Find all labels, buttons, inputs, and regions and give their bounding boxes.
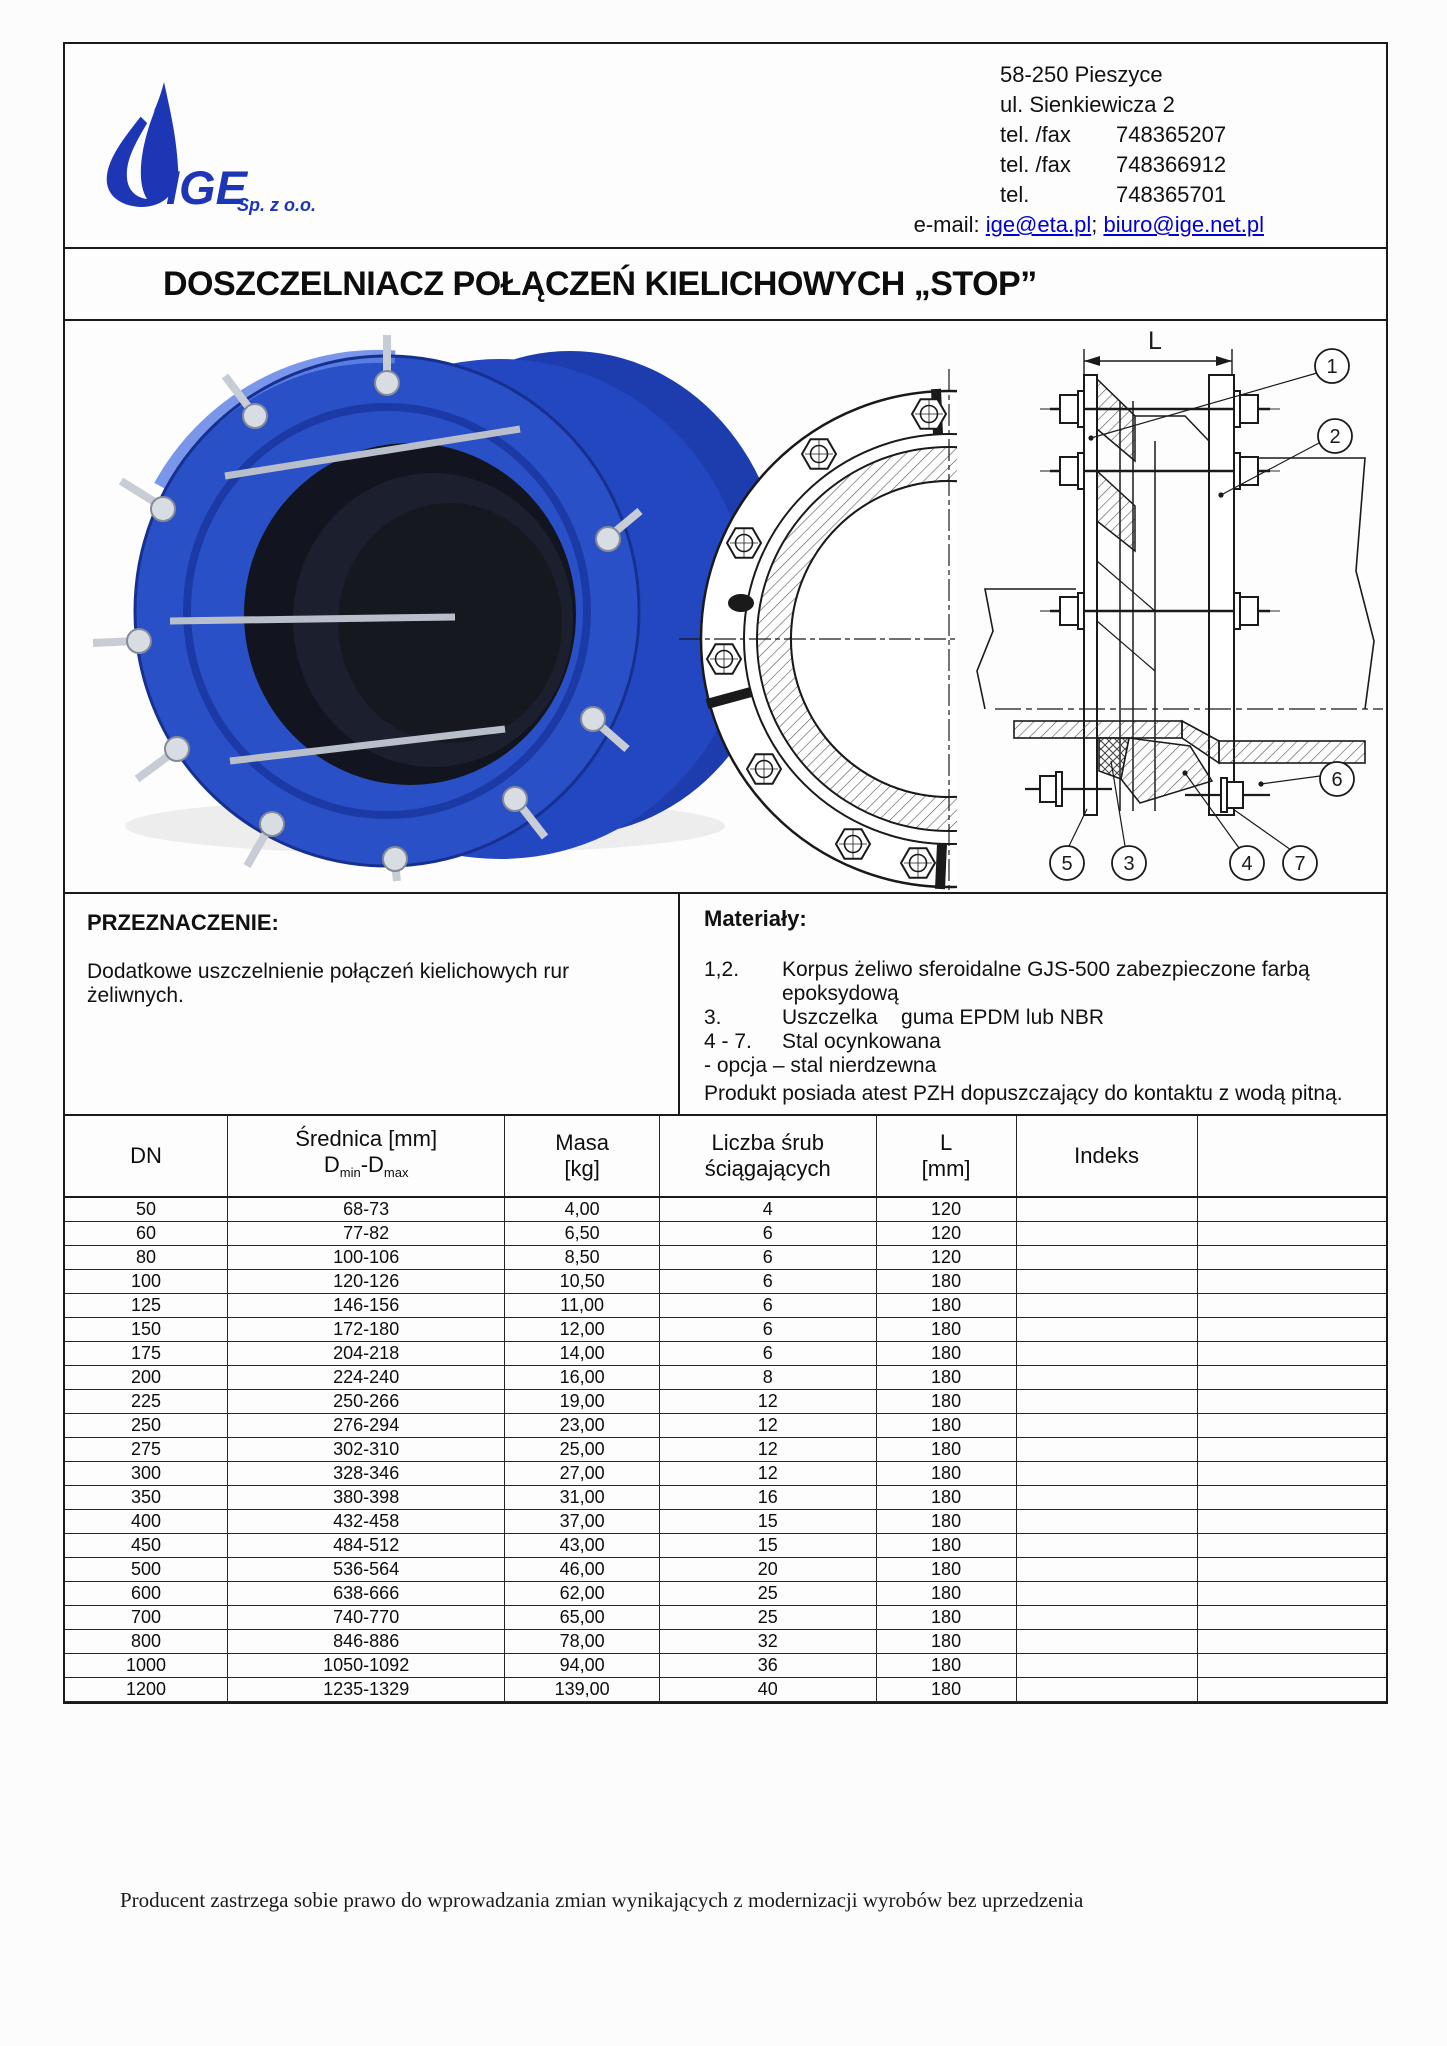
phone-label: tel. /fax	[1000, 122, 1071, 147]
table-cell	[1016, 1653, 1197, 1677]
table-cell: 12	[659, 1437, 876, 1461]
table-cell: 638-666	[227, 1581, 504, 1605]
table-row	[65, 1317, 1386, 1341]
table-body	[65, 1197, 1386, 1701]
table-row	[65, 1509, 1386, 1533]
page-title: DOSZCZELNIACZ POŁĄCZEŃ KIELICHOWYCH „STOP”	[163, 264, 1037, 303]
info-section	[65, 892, 1386, 1114]
svg-text:7: 7	[1294, 853, 1306, 875]
table-cell: 180	[876, 1629, 1016, 1653]
col-header-dn: DN	[65, 1115, 227, 1197]
table-row	[65, 1485, 1386, 1509]
callout-3	[1112, 846, 1146, 880]
email-link-secondary[interactable]: biuro@ige.net.pl	[1103, 212, 1264, 237]
table-cell: 432-458	[227, 1509, 504, 1533]
table-cell: 1200	[65, 1677, 227, 1701]
table-cell: 276-294	[227, 1413, 504, 1437]
table-cell: 11,00	[505, 1293, 660, 1317]
table-cell: 180	[876, 1317, 1016, 1341]
callout-2	[1318, 419, 1352, 453]
water-drop-logo-icon	[102, 80, 388, 216]
material-item-text: Stal ocynkowana	[782, 1030, 941, 1053]
table-cell: 180	[876, 1557, 1016, 1581]
materials-heading: Materiały:	[704, 906, 807, 931]
table-cell: 15	[659, 1509, 876, 1533]
table-cell	[1016, 1245, 1197, 1269]
col-header-indeks: Indeks	[1016, 1115, 1197, 1197]
col-header-srednica: Średnica [mm] $D_{min}-D_{max}$	[227, 1115, 504, 1197]
table-cell: 100-106	[227, 1245, 504, 1269]
table-cell	[1197, 1365, 1386, 1389]
table-cell: 450	[65, 1533, 227, 1557]
table-cell: 25	[659, 1581, 876, 1605]
material-item	[704, 958, 1362, 1006]
table-cell: 4,00	[505, 1197, 660, 1221]
table-cell: 25,00	[505, 1437, 660, 1461]
table-cell: 6	[659, 1317, 876, 1341]
table-cell	[1197, 1629, 1386, 1653]
table-cell: 12	[659, 1413, 876, 1437]
table-cell: 500	[65, 1557, 227, 1581]
phone-number: 748366912	[1116, 152, 1227, 177]
table-cell	[1016, 1197, 1197, 1221]
table-cell: 180	[876, 1437, 1016, 1461]
svg-text:4: 4	[1241, 853, 1253, 875]
table-cell: 200	[65, 1365, 227, 1389]
table-cell: 180	[876, 1293, 1016, 1317]
product-photo	[93, 335, 785, 881]
phone-label: tel. /fax	[1000, 152, 1071, 177]
table-cell: 180	[876, 1653, 1016, 1677]
table-cell	[1016, 1365, 1197, 1389]
col-header-l: L [mm]	[876, 1115, 1016, 1197]
table-cell	[1016, 1605, 1197, 1629]
table-cell: 6	[659, 1341, 876, 1365]
logo-suffix-text: Sp. z o.o.	[237, 195, 316, 215]
table-cell: 16,00	[505, 1365, 660, 1389]
table-row	[65, 1413, 1386, 1437]
table-cell: 15	[659, 1533, 876, 1557]
table-cell	[1197, 1557, 1386, 1581]
table-cell: 484-512	[227, 1533, 504, 1557]
table-cell: 400	[65, 1509, 227, 1533]
table-cell: 180	[876, 1605, 1016, 1629]
table-cell	[1016, 1269, 1197, 1293]
table-cell	[1016, 1581, 1197, 1605]
callout-4	[1230, 846, 1264, 880]
table-row	[65, 1269, 1386, 1293]
table-cell	[1197, 1413, 1386, 1437]
table-cell	[1016, 1461, 1197, 1485]
table-cell	[1016, 1677, 1197, 1701]
table-cell: 32	[659, 1629, 876, 1653]
table-cell	[1016, 1557, 1197, 1581]
table-cell: 180	[876, 1485, 1016, 1509]
table-cell: 8	[659, 1365, 876, 1389]
table-cell: 120-126	[227, 1269, 504, 1293]
material-item-text: Korpus żeliwo sferoidalne GJS-500 zabezpieczone farbą epoksydową	[782, 958, 1316, 1005]
phone-number: 748365207	[1116, 122, 1227, 147]
table-cell: 380-398	[227, 1485, 504, 1509]
table-cell: 180	[876, 1509, 1016, 1533]
table-cell	[1197, 1533, 1386, 1557]
table-cell	[1197, 1317, 1386, 1341]
table-cell	[1016, 1317, 1197, 1341]
callout-6	[1320, 762, 1354, 796]
table-cell: 180	[876, 1581, 1016, 1605]
table-cell: 43,00	[505, 1533, 660, 1557]
table-cell: 172-180	[227, 1317, 504, 1341]
material-option-line: - opcja – stal nierdzewna	[704, 1054, 937, 1077]
table-cell: 27,00	[505, 1461, 660, 1485]
table-cell: 139,00	[505, 1677, 660, 1701]
phone-row	[1000, 150, 1268, 180]
table-cell: 68-73	[227, 1197, 504, 1221]
table-row	[65, 1461, 1386, 1485]
phone-row	[1000, 180, 1268, 210]
table-cell: 150	[65, 1317, 227, 1341]
header	[65, 44, 1386, 247]
table-cell	[1016, 1533, 1197, 1557]
table-cell: 23,00	[505, 1413, 660, 1437]
table-row	[65, 1389, 1386, 1413]
table-cell: 10,50	[505, 1269, 660, 1293]
table-cell: 6	[659, 1245, 876, 1269]
svg-text:5: 5	[1061, 853, 1073, 875]
table-cell: 328-346	[227, 1461, 504, 1485]
table-cell: 120	[876, 1245, 1016, 1269]
col-header-liczba-srub: Liczba śrub ściągających	[659, 1115, 876, 1197]
table-cell: 350	[65, 1485, 227, 1509]
spec-table	[65, 1114, 1386, 1702]
table-cell: 180	[876, 1461, 1016, 1485]
table-cell	[1016, 1293, 1197, 1317]
footer-disclaimer: Producent zastrzega sobie prawo do wprowadzania zmian wynikających z modernizacji wyrobów bez uprzedzenia	[120, 1888, 1084, 1912]
table-cell: 180	[876, 1677, 1016, 1701]
table-cell: 180	[876, 1341, 1016, 1365]
svg-text:3: 3	[1123, 853, 1135, 875]
table-cell: 225	[65, 1389, 227, 1413]
email-separator: ;	[1091, 212, 1104, 237]
title-bar	[65, 247, 1386, 319]
document-frame	[63, 42, 1388, 1704]
table-cell	[1197, 1653, 1386, 1677]
section-view-drawing	[977, 327, 1383, 880]
table-cell: 700	[65, 1605, 227, 1629]
table-cell: 40	[659, 1677, 876, 1701]
table-cell	[1016, 1629, 1197, 1653]
table-cell	[1197, 1461, 1386, 1485]
table-row	[65, 1245, 1386, 1269]
table-cell	[1197, 1221, 1386, 1245]
table-cell	[1016, 1509, 1197, 1533]
table-cell	[1197, 1581, 1386, 1605]
table-cell: 146-156	[227, 1293, 504, 1317]
table-cell: 12,00	[505, 1317, 660, 1341]
table-cell: 600	[65, 1581, 227, 1605]
company-logo	[102, 80, 388, 221]
table-cell: 300	[65, 1461, 227, 1485]
table-row	[65, 1365, 1386, 1389]
purpose-heading: PRZEZNACZENIE:	[87, 910, 279, 935]
table-cell: 6	[659, 1269, 876, 1293]
table-cell: 8,50	[505, 1245, 660, 1269]
material-item-number: 1,2.	[704, 958, 740, 981]
table-cell	[1016, 1485, 1197, 1509]
table-row	[65, 1605, 1386, 1629]
material-item-number: 3.	[704, 1006, 722, 1029]
table-cell: 120	[876, 1221, 1016, 1245]
address-line-city: 58-250 Pieszyce	[1000, 62, 1163, 87]
table-cell: 224-240	[227, 1365, 504, 1389]
table-cell	[1197, 1485, 1386, 1509]
svg-text:1: 1	[1326, 356, 1338, 378]
table-cell: 60	[65, 1221, 227, 1245]
email-line	[914, 212, 1264, 238]
table-row	[65, 1293, 1386, 1317]
table-cell: 36	[659, 1653, 876, 1677]
table-cell: 65,00	[505, 1605, 660, 1629]
table-cell: 6	[659, 1293, 876, 1317]
drawing-panel	[65, 319, 1386, 892]
table-cell: 250	[65, 1413, 227, 1437]
table-cell: 302-310	[227, 1437, 504, 1461]
table-cell: 12	[659, 1461, 876, 1485]
table-cell: 50	[65, 1197, 227, 1221]
table-cell	[1197, 1389, 1386, 1413]
callout-1	[1315, 349, 1349, 383]
materials-panel	[680, 894, 1386, 1114]
table-row	[65, 1581, 1386, 1605]
material-item	[704, 1030, 1362, 1054]
table-cell: 100	[65, 1269, 227, 1293]
table-cell: 6,50	[505, 1221, 660, 1245]
table-cell: 180	[876, 1413, 1016, 1437]
table-cell: 20	[659, 1557, 876, 1581]
material-item	[704, 1006, 1362, 1030]
table-cell	[1197, 1677, 1386, 1701]
table-row	[65, 1197, 1386, 1221]
address-block	[1000, 60, 1268, 210]
callout-7	[1283, 846, 1317, 880]
table-cell: 12	[659, 1389, 876, 1413]
logo-brand-text: IGE	[166, 161, 247, 214]
col-header-masa: Masa [kg]	[505, 1115, 660, 1197]
table-cell: 78,00	[505, 1629, 660, 1653]
table-cell: 125	[65, 1293, 227, 1317]
section-studs	[1040, 391, 1280, 629]
table-cell	[1197, 1245, 1386, 1269]
table-cell: 1000	[65, 1653, 227, 1677]
table-cell: 204-218	[227, 1341, 504, 1365]
phone-label: tel.	[1000, 182, 1030, 207]
table-row	[65, 1677, 1386, 1701]
table-cell	[1197, 1293, 1386, 1317]
callout-5	[1050, 846, 1084, 880]
table-cell: 250-266	[227, 1389, 504, 1413]
table-cell: 120	[876, 1197, 1016, 1221]
table-cell	[1197, 1197, 1386, 1221]
table-cell	[1197, 1269, 1386, 1293]
table-cell	[1197, 1437, 1386, 1461]
technical-drawing	[65, 321, 1386, 894]
material-item-number: 4 - 7.	[704, 1030, 752, 1053]
table-cell: 94,00	[505, 1653, 660, 1677]
col-header-extra	[1197, 1115, 1386, 1197]
table-cell: 1235-1329	[227, 1677, 504, 1701]
table-cell: 275	[65, 1437, 227, 1461]
table-cell	[1016, 1221, 1197, 1245]
svg-text:6: 6	[1331, 769, 1343, 791]
phone-row	[1000, 120, 1268, 150]
table-row	[65, 1653, 1386, 1677]
table-row	[65, 1629, 1386, 1653]
material-item-text: Uszczelka guma EPDM lub NBR	[782, 1006, 1105, 1029]
table-row	[65, 1221, 1386, 1245]
table-cell	[1016, 1389, 1197, 1413]
table-cell: 180	[876, 1365, 1016, 1389]
materials-list	[704, 958, 1362, 1078]
table-cell	[1197, 1605, 1386, 1629]
table-row	[65, 1557, 1386, 1581]
table-cell: 800	[65, 1629, 227, 1653]
table-cell: 16	[659, 1485, 876, 1509]
table-cell: 180	[876, 1389, 1016, 1413]
table-cell: 37,00	[505, 1509, 660, 1533]
svg-text:2: 2	[1329, 426, 1341, 448]
purpose-text: Dodatkowe uszczelnienie połączeń kielichowych rur żeliwnych.	[87, 960, 570, 1007]
table-cell	[1197, 1341, 1386, 1365]
table-cell: 19,00	[505, 1389, 660, 1413]
table-cell: 77-82	[227, 1221, 504, 1245]
table-cell	[1016, 1341, 1197, 1365]
table-cell	[1197, 1509, 1386, 1533]
table-cell: 175	[65, 1341, 227, 1365]
table-row	[65, 1533, 1386, 1557]
table-cell: 536-564	[227, 1557, 504, 1581]
table-row	[65, 1437, 1386, 1461]
table-cell: 80	[65, 1245, 227, 1269]
table-cell: 6	[659, 1221, 876, 1245]
table-cell: 4	[659, 1197, 876, 1221]
email-label: e-mail:	[913, 212, 986, 237]
table-cell: 1050-1092	[227, 1653, 504, 1677]
table-header-row	[65, 1115, 1386, 1197]
purpose-panel	[65, 894, 680, 1114]
email-link-primary[interactable]: ige@eta.pl	[985, 212, 1092, 237]
table-cell: 62,00	[505, 1581, 660, 1605]
table-cell: 14,00	[505, 1341, 660, 1365]
phone-number: 748365701	[1116, 182, 1227, 207]
table-cell: 180	[876, 1533, 1016, 1557]
table-row	[65, 1341, 1386, 1365]
table-cell: 846-886	[227, 1629, 504, 1653]
table-cell: 180	[876, 1269, 1016, 1293]
table-cell	[1016, 1437, 1197, 1461]
materials-note: Produkt posiada atest PZH dopuszczający do kontaktu z wodą pitną.	[704, 1082, 1343, 1105]
dimension-L-label: L	[1148, 327, 1162, 355]
address-line-street: ul. Sienkiewicza 2	[1000, 92, 1175, 117]
table-cell: 31,00	[505, 1485, 660, 1509]
table-cell: 740-770	[227, 1605, 504, 1629]
table-cell: 46,00	[505, 1557, 660, 1581]
table-cell: 25	[659, 1605, 876, 1629]
table-cell	[1016, 1413, 1197, 1437]
